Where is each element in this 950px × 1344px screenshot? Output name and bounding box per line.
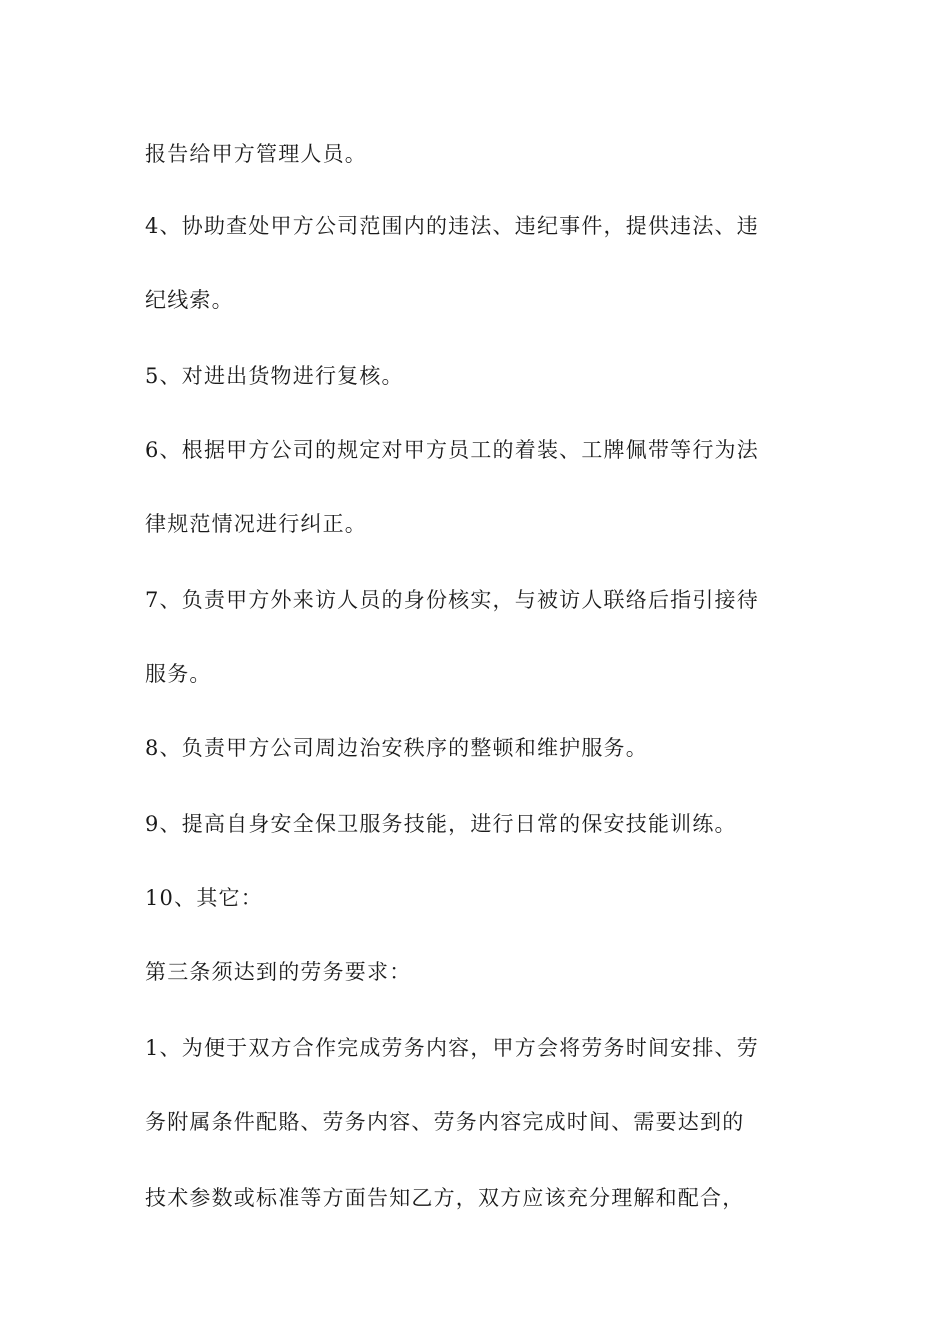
text-line: 7、负责甲方外来访人员的身份核实，与被访人联络后指引接待 [145,588,759,612]
text-line: 务附属条件配賂、劳务内容、劳务内容完成时间、需要达到的 [145,1110,745,1134]
text-line: 4、协助查处甲方公司范围内的违法、违纪事件，提供违法、违 [145,214,759,238]
text-line: 5、对进出货物进行复核。 [145,364,404,388]
text-line: 纪线索。 [145,288,234,312]
text-line: 6、根据甲方公司的规定对甲方员工的着装、工牌佩带等行为法 [145,438,759,462]
text-line: 律规范情况进行纠正。 [145,512,367,536]
text-line: 1、为便于双方合作完成劳务内容，甲方会将劳务时间安排、劳 [145,1036,759,1060]
text-line: 10、其它： [145,886,263,910]
text-line: 技术参数或标准等方面告知乙方，双方应该充分理解和配合， [145,1186,745,1210]
text-line: 9、提高自身安全保卫服务技能，进行日常的保安技能训练。 [145,812,737,836]
text-line: 第三条须达到的劳务要求： [145,960,412,984]
text-line: 报告给甲方管理人员。 [145,142,367,166]
text-line: 8、负责甲方公司周边治安秩序的整顿和维护服务。 [145,736,648,760]
text-line: 服务。 [145,662,212,686]
